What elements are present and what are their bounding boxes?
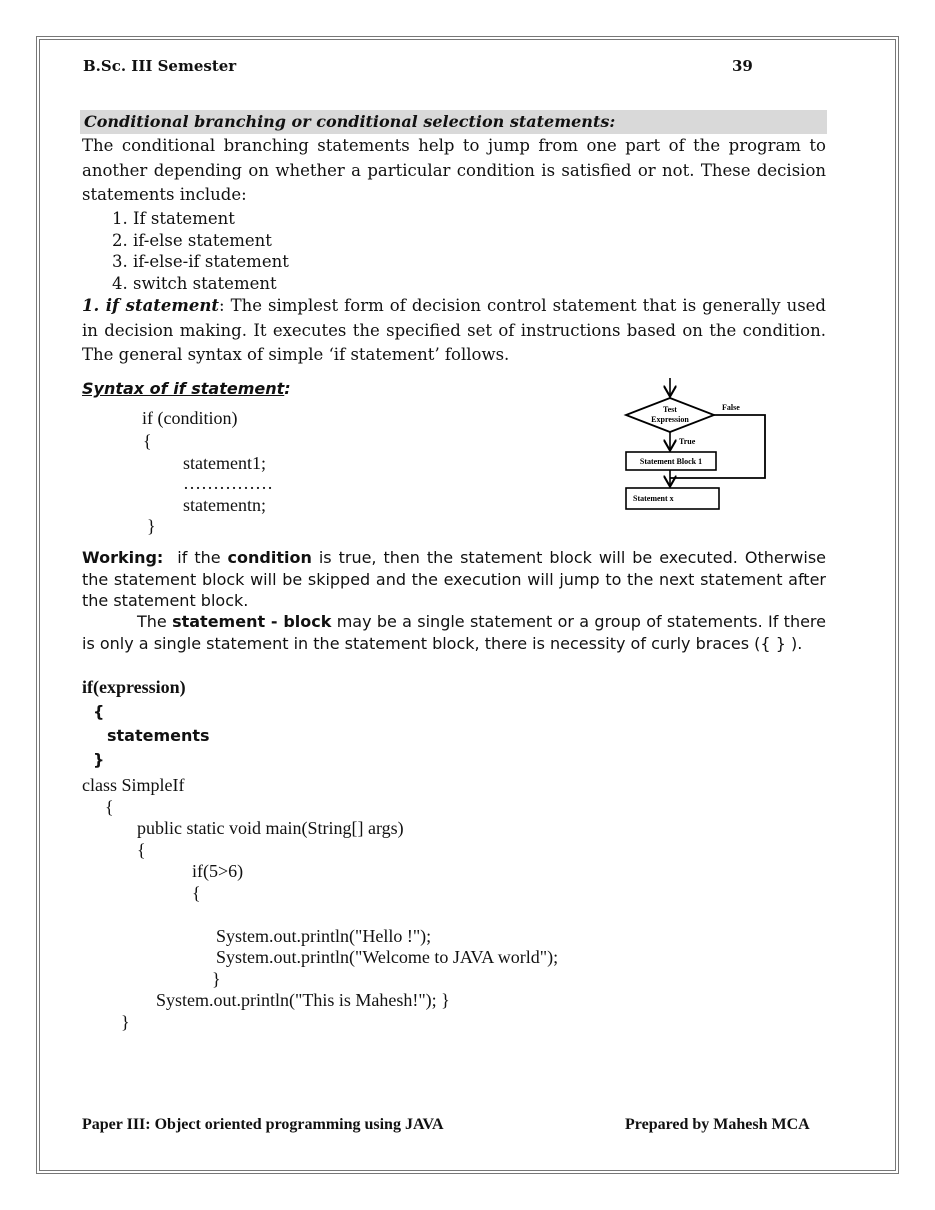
statement-block-paragraph: The statement - block may be a single statement or a group of statements. If there is only a single statement in the statement block, there is necessity of curly braces ({ } ). xyxy=(82,612,827,653)
statement-block-1-label: Statement Block 1 xyxy=(639,457,703,466)
code-main-line: public static void main(String[] args) xyxy=(137,818,404,838)
list-item: 3. if-else-if statement xyxy=(112,252,289,271)
code-if-line: if(5>6) xyxy=(192,861,244,881)
syntax-heading: Syntax of if statement xyxy=(82,379,285,398)
list-item: 1. If statement xyxy=(112,209,235,228)
decision-label-test: Test xyxy=(663,405,677,414)
false-label: False xyxy=(722,403,740,412)
section-title: Conditional branching or conditional selection statements: xyxy=(84,112,616,131)
working-paragraph: Working: if the condition is true, then the statement block will be executed. Otherwise the statement block will be skipped and the execution will jump to the next statement after the statement block. xyxy=(82,548,826,610)
generic-if-line: if(expression) xyxy=(82,677,186,697)
list-item: 2. if-else statement xyxy=(112,231,272,250)
footer-author: Prepared by Mahesh MCA xyxy=(625,1116,810,1133)
header-course: B.Sc. III Semester xyxy=(83,57,237,75)
footer-paper: Paper III: Object oriented programming using JAVA xyxy=(82,1116,444,1133)
working-label: Working: xyxy=(82,548,164,567)
code-close-if: } xyxy=(212,969,221,989)
intro-paragraph: The conditional branching statements help to jump from one part of the program to another depending on whether a particular condition is satisfied or not. These decision statements include: xyxy=(82,136,826,204)
syntax-line: } xyxy=(147,516,156,536)
code-open-main: { xyxy=(137,840,146,860)
syntax-line: if (condition) xyxy=(142,408,238,428)
code-open-class: { xyxy=(105,797,114,817)
code-class-line: class SimpleIf xyxy=(82,775,185,795)
syntax-line: { xyxy=(143,431,152,451)
syntax-line: statement1; xyxy=(183,453,266,473)
code-open-if: { xyxy=(192,883,201,903)
if-statement-paragraph: 1. if statement: The simplest form of decision control statement that is generally used in decision making. It executes the specified set of instructions based on the condition. The general syntax of simple ‘if statement’ follows. xyxy=(82,296,826,364)
syntax-line: …………… xyxy=(183,473,273,493)
true-label: True xyxy=(679,437,696,446)
code-print-mahesh: System.out.println("This is Mahesh!"); } xyxy=(156,990,450,1010)
generic-open-brace: { xyxy=(93,702,105,721)
code-print-welcome: System.out.println("Welcome to JAVA world"); xyxy=(216,947,559,967)
decision-label-expression: Expression xyxy=(651,415,689,424)
generic-statements: statements xyxy=(107,726,210,745)
code-close-class: } xyxy=(121,1012,130,1032)
syntax-line: statementn; xyxy=(183,495,266,515)
statement-x-label: Statement x xyxy=(633,494,674,503)
list-item: 4. switch statement xyxy=(112,274,277,293)
page-number: 39 xyxy=(732,57,753,75)
if-statement-heading: 1. if statement xyxy=(82,296,219,315)
if-flowchart xyxy=(600,375,800,520)
syntax-heading-wrap: Syntax of if statement: xyxy=(82,379,291,398)
generic-close-brace: } xyxy=(93,750,105,769)
code-print-hello: System.out.println("Hello !"); xyxy=(216,926,432,946)
